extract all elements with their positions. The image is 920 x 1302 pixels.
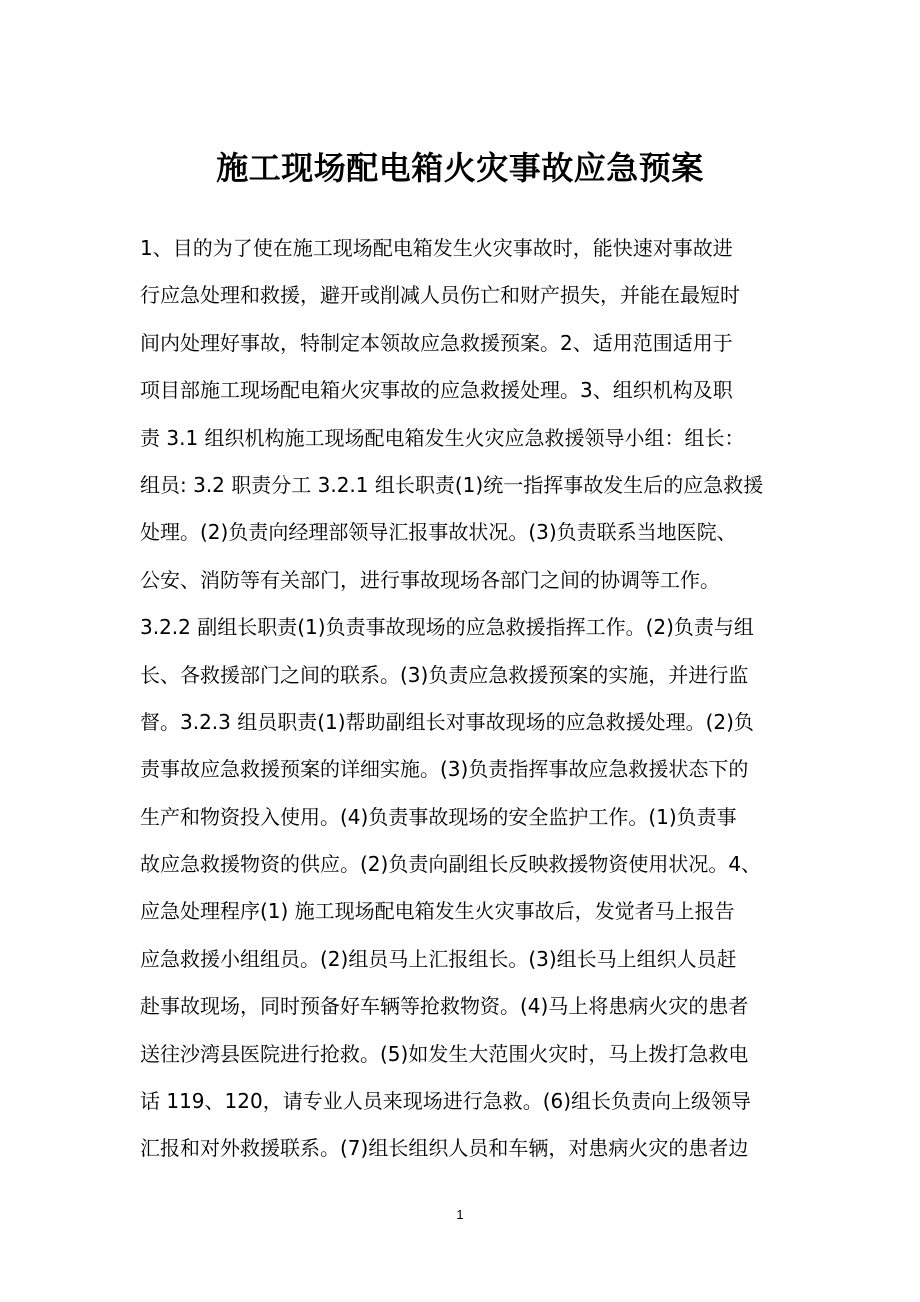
body-line: 话 119、120，请专业人员来现场进行急救。(6)组长负责向上级领导 <box>140 1089 752 1114</box>
body-line: 1、目的为了使在施工现场配电箱发生火灾事故时，能快速对事故进 <box>140 236 733 260</box>
body-line: 责事故应急救援预案的详细实施。(3)负责指挥事故应急救援状态下的 <box>140 757 749 782</box>
body-line: 组员: 3.2 职责分工 3.2.1 组长职责(1)统一指挥事故发生后的应急救援 <box>140 472 764 497</box>
body-line: 故应急救援物资的供应。(2)负责向副组长反映救援物资使用状况。4、 <box>140 852 762 877</box>
body-line: 应急处理程序(1) 施工现场配电箱发生火灾事故后，发觉者马上报告 <box>140 899 735 924</box>
body-line: 督。3.2.3 组员职责(1)帮助副组长对事故现场的应急救援处理。(2)负 <box>140 709 754 734</box>
document-title: 施工现场配电箱火灾事故应急预案 <box>216 149 704 187</box>
body-line: 行应急处理和救援，避开或削减人员伤亡和财产损失，并能在最短时 <box>140 283 740 308</box>
body-line: 3.2.2 副组长职责(1)负责事故现场的应急救援指挥工作。(2)负责与组 <box>140 615 754 640</box>
page-number: 1 <box>456 1207 464 1222</box>
document-body <box>140 225 780 1173</box>
body-line: 责 3.1 组织机构施工现场配电箱发生火灾应急救援领导小组：组长： <box>140 425 745 450</box>
body-line: 赴事故现场，同时预备好车辆等抢救物资。(4)马上将患病火灾的患者 <box>140 994 749 1019</box>
body-line: 处理。(2)负责向经理部领导汇报事故状况。(3)负责联系当地医院、 <box>140 520 737 545</box>
body-line: 生产和物资投入使用。(4)负责事故现场的安全监护工作。(1)负责事 <box>140 804 737 829</box>
body-line: 应急救援小组组员。(2)组员马上汇报组长。(3)组长马上组织人员赶 <box>140 946 737 971</box>
body-line: 送往沙湾县医院进行抢救。(5)如发生大范围火灾时，马上拨打急救电 <box>140 1041 749 1066</box>
body-line: 长、各救援部门之间的联系。(3)负责应急救援预案的实施，并进行监 <box>140 662 749 687</box>
body-line: 公安、消防等有关部门，进行事故现场各部门之间的协调等工作。 <box>140 567 720 592</box>
body-line: 项目部施工现场配电箱火灾事故的应急救援处理。3、组织机构及职 <box>140 378 733 403</box>
body-line: 汇报和对外救援联系。(7)组长组织人员和车辆，对患病火灾的患者边 <box>140 1136 749 1161</box>
body-line: 间内处理好事故，特制定本领故应急救援预案。2、适用范围适用于 <box>140 330 733 355</box>
